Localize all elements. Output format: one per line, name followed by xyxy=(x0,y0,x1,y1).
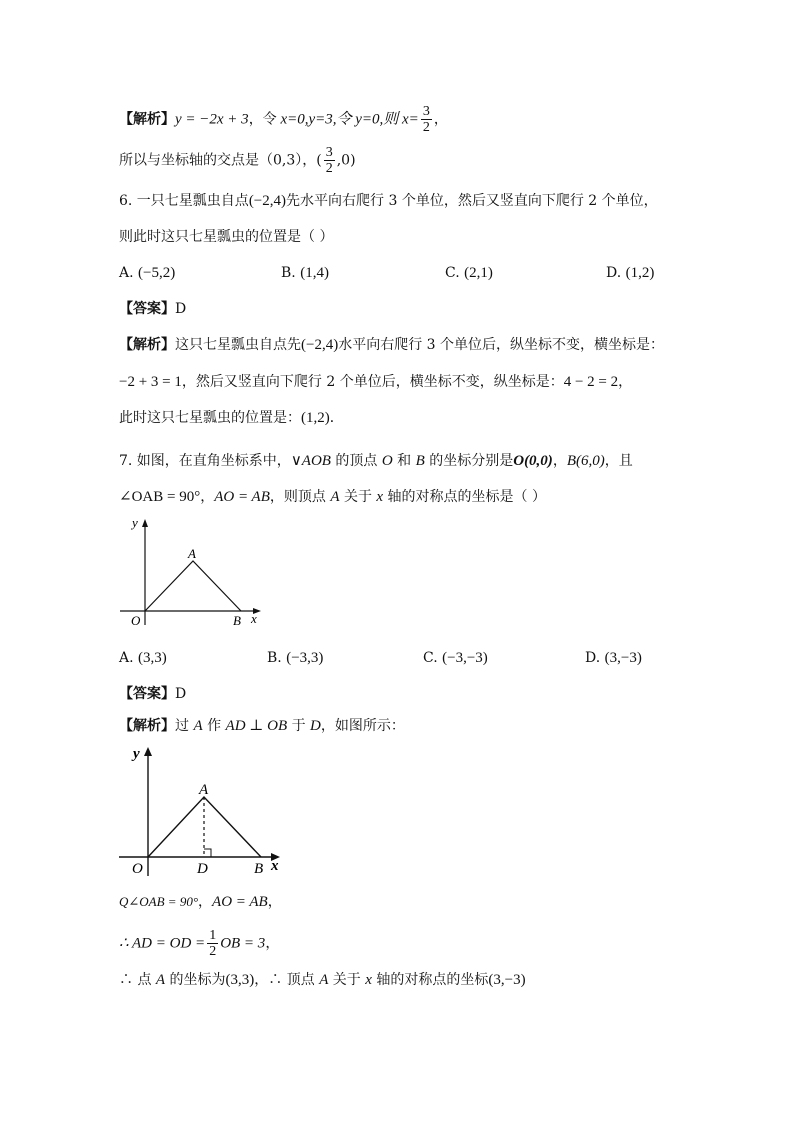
text: ，令 xyxy=(248,111,277,128)
point: (−2,4) xyxy=(248,193,287,209)
q7-answer xyxy=(119,684,186,704)
point: (3,−3) xyxy=(488,972,526,988)
math-expression: ∠OAB = 90° xyxy=(119,489,201,505)
q5-result-line xyxy=(119,145,356,176)
text: ，如图所示： xyxy=(320,718,405,734)
q6-stem-line2 xyxy=(119,227,333,247)
text: ． xyxy=(329,410,344,426)
text: 关于 xyxy=(339,489,377,505)
condition-text: x=0,y=3,令 y=0,则 x= xyxy=(276,111,419,128)
label-x: x xyxy=(251,611,257,626)
option-value: (3,3) xyxy=(138,650,167,666)
math-symbol: O xyxy=(381,453,393,469)
option-c[interactable] xyxy=(423,648,488,668)
fraction-numerator: 1 xyxy=(209,928,217,943)
q7-step3 xyxy=(119,970,526,990)
math-symbol: ∨AOB xyxy=(290,453,331,469)
q6-answer xyxy=(119,299,186,319)
q6-analysis-line1 xyxy=(119,335,664,355)
math-expression: 4 − 2 = 2 xyxy=(563,374,619,390)
option-value: (1,2) xyxy=(625,265,655,281)
text: ，然后又竖直向下爬行 2 个单位后，横坐标不变，纵坐标是： xyxy=(181,374,564,390)
fraction xyxy=(421,104,432,135)
text: ， xyxy=(198,894,213,910)
label-b: B xyxy=(233,613,241,628)
text: ， xyxy=(433,111,448,128)
text: ， xyxy=(265,935,280,952)
text: 此时这只七星瓢虫的位置是： xyxy=(119,410,301,426)
point: (1,2) xyxy=(301,410,330,426)
math-symbol: A xyxy=(319,972,329,988)
point: O(0,0) xyxy=(513,453,553,469)
text: ， xyxy=(618,374,633,390)
math-symbol: A xyxy=(155,972,166,988)
text: 的顶点 xyxy=(330,453,382,469)
q5-analysis-line xyxy=(119,104,448,135)
label-o: O xyxy=(132,861,143,877)
q6-options xyxy=(119,263,679,283)
option-b[interactable] xyxy=(281,263,329,283)
option-a[interactable] xyxy=(119,263,175,283)
math-symbol: D xyxy=(310,718,321,734)
text: ，∴ 顶点 xyxy=(254,972,320,988)
label-d: D xyxy=(197,861,208,877)
option-letter: D. xyxy=(606,265,622,281)
answer-label: 【答案】 xyxy=(119,301,175,317)
math-symbol: x xyxy=(376,489,384,505)
text: 作 xyxy=(202,718,226,734)
q7-figure-1 xyxy=(115,515,275,630)
text: 于 xyxy=(287,718,311,734)
fraction-numerator: 3 xyxy=(325,145,333,160)
text: ,0) xyxy=(336,152,356,169)
point: (−2,4) xyxy=(301,337,339,353)
analysis-label: 【解析】 xyxy=(119,718,175,734)
text: 的坐标分别是 xyxy=(424,453,514,469)
fraction-denominator: 2 xyxy=(209,944,217,959)
analysis-label: 【解析】 xyxy=(119,111,175,128)
text: 7. 如图，在直角坐标系中， xyxy=(119,453,291,469)
option-value: (−5,2) xyxy=(138,265,176,281)
label-y: y xyxy=(133,746,140,762)
math-expression: −2 + 3 = 1 xyxy=(119,374,182,390)
label-x: x xyxy=(271,858,279,874)
label-o: O xyxy=(131,613,141,628)
text: 先水平向右爬行 3 个单位，然后又竖直向下爬行 2 个单位， xyxy=(286,193,658,209)
option-b[interactable] xyxy=(267,648,323,668)
option-letter: C. xyxy=(445,265,460,281)
option-value: (3,−3) xyxy=(604,650,642,666)
text: 所以与坐标轴的交点是（0,3），( xyxy=(119,152,322,169)
text: ， xyxy=(200,489,215,505)
text: 和 xyxy=(392,453,416,469)
q7-analysis-line1 xyxy=(119,716,405,736)
text: 轴的对称点的坐标是（ ） xyxy=(383,489,546,505)
option-letter: A. xyxy=(119,650,134,666)
text: 过 xyxy=(175,718,194,734)
q6-analysis-line2 xyxy=(119,372,632,392)
y-axis-arrow xyxy=(142,519,148,527)
q7-step1 xyxy=(119,892,282,912)
fraction-denominator: 2 xyxy=(422,120,430,135)
text: ∴ 点 xyxy=(119,972,156,988)
fraction xyxy=(207,928,218,959)
option-value: (−3,3) xyxy=(286,650,324,666)
text: ，则顶点 xyxy=(269,489,331,505)
math-expression: Q∠OAB = 90° xyxy=(119,894,199,909)
text: ， xyxy=(552,453,567,469)
answer-value: D xyxy=(175,301,187,317)
fraction-denominator: 2 xyxy=(325,161,333,176)
option-value: (1,4) xyxy=(300,265,329,281)
math-expression: AO = AB xyxy=(212,894,268,910)
q7-step2 xyxy=(119,928,279,959)
y-axis-arrow xyxy=(144,747,152,756)
option-letter: D. xyxy=(585,650,601,666)
text: ， xyxy=(267,894,282,910)
option-value: (2,1) xyxy=(464,265,493,281)
text: 关于 xyxy=(328,972,366,988)
option-letter: C. xyxy=(423,650,438,666)
q7-stem-line2 xyxy=(119,487,546,507)
text: ，且 xyxy=(604,453,633,469)
math-symbol: B xyxy=(415,453,425,469)
text: 轴的对称点的坐标 xyxy=(371,972,489,988)
option-d[interactable] xyxy=(585,648,642,668)
math-expression: ∴ AD = OD = xyxy=(119,935,206,952)
option-value: (−3,−3) xyxy=(442,650,488,666)
right-angle-mark xyxy=(204,849,211,857)
q7-stem-line1 xyxy=(119,451,633,471)
math-expression: OB = 3 xyxy=(220,935,266,952)
triangle-aob xyxy=(145,561,241,611)
equation: y = −2x + 3 xyxy=(175,111,249,128)
q6-stem-line1 xyxy=(119,191,658,211)
label-a: A xyxy=(188,546,196,561)
text: 的坐标为 xyxy=(165,972,226,988)
math-expression: AD ⊥ OB xyxy=(225,718,288,734)
option-a[interactable] xyxy=(119,648,167,668)
option-d[interactable] xyxy=(606,263,654,283)
answer-value: D xyxy=(175,686,187,702)
analysis-label: 【解析】 xyxy=(119,337,175,353)
label-y: y xyxy=(132,515,138,530)
math-symbol: A xyxy=(330,489,340,505)
math-symbol: x xyxy=(365,972,372,988)
option-letter: B. xyxy=(267,650,282,666)
label-b: B xyxy=(254,861,264,877)
option-letter: B. xyxy=(281,265,296,281)
q6-analysis-line3 xyxy=(119,408,344,428)
math-expression: AO = AB xyxy=(214,489,270,505)
label-a: A xyxy=(199,782,209,798)
option-c[interactable] xyxy=(445,263,493,283)
fraction-numerator: 3 xyxy=(422,104,430,119)
fraction xyxy=(324,145,335,176)
point: B(6,0) xyxy=(566,453,605,469)
answer-label: 【答案】 xyxy=(119,686,175,702)
point: (3,3) xyxy=(225,972,255,988)
text: 则此时这只七星瓢虫的位置是（ ） xyxy=(119,229,334,245)
text: 6. 一只七星瓢虫自点 xyxy=(119,193,249,209)
math-symbol: A xyxy=(193,718,203,734)
option-letter: A. xyxy=(119,265,134,281)
q7-figure-2 xyxy=(115,742,290,880)
q7-options xyxy=(119,648,679,668)
text: 这只七星瓢虫自点先 xyxy=(175,337,301,353)
text: 水平向右爬行 3 个单位后，纵坐标不变，横坐标是： xyxy=(338,337,665,353)
